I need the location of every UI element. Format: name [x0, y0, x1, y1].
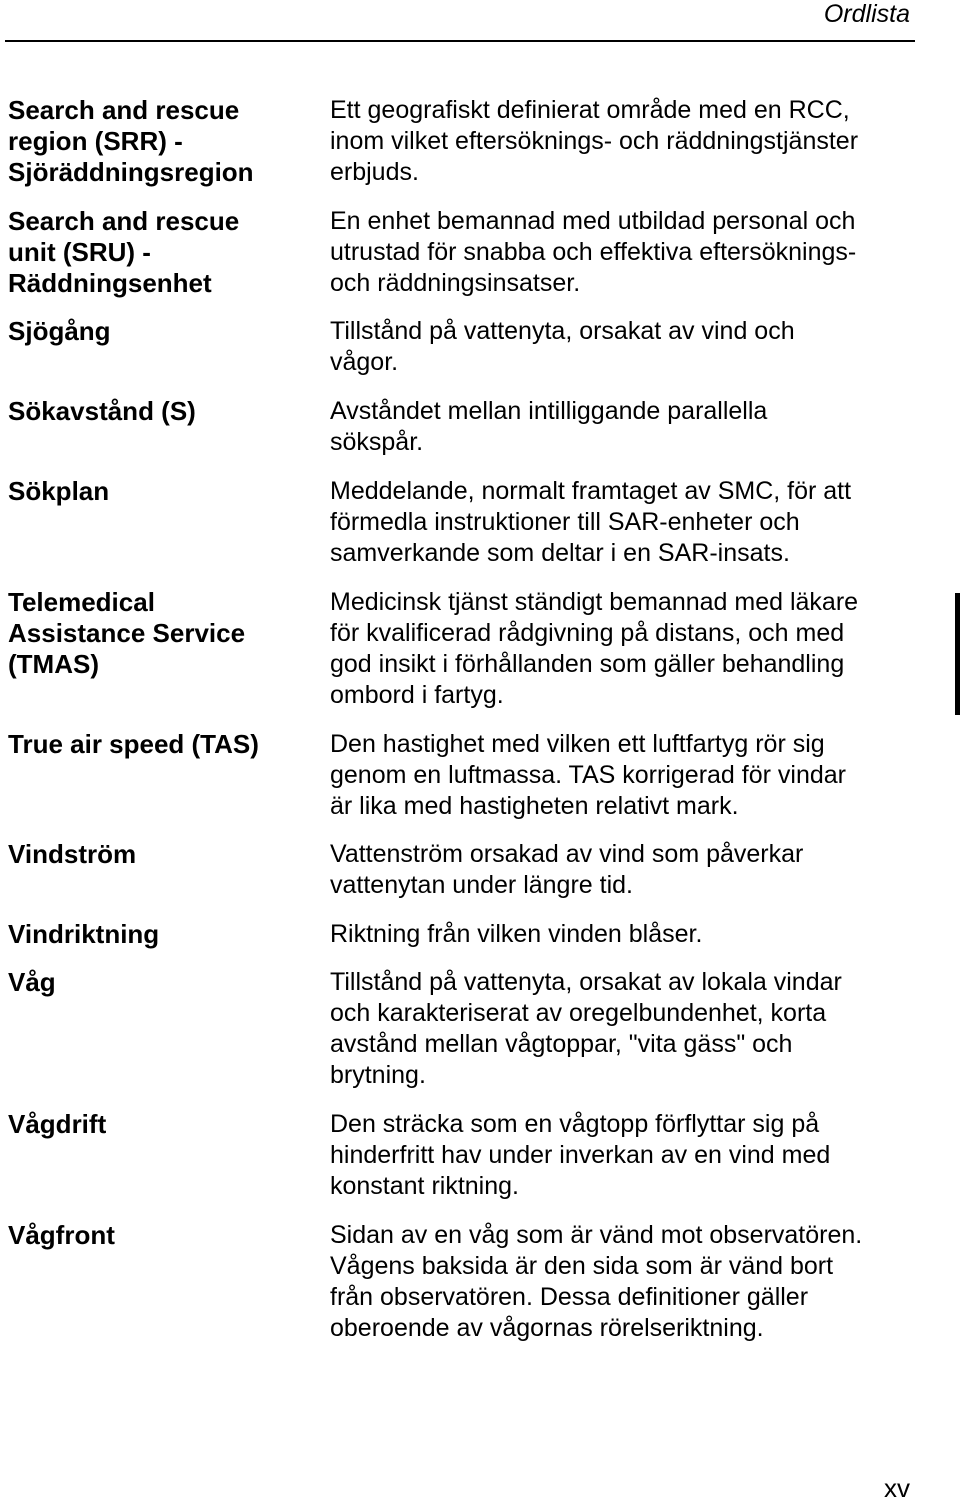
glossary-term: Sökavstånd (S): [8, 396, 196, 426]
glossary-term: Vindriktning: [8, 919, 160, 949]
glossary-term: Vågdrift: [8, 1109, 107, 1139]
glossary-definition: Avståndet mellan intilliggande parallella sökspår.: [330, 397, 768, 456]
glossary-definition: Tillstånd på vattenyta, orsakat av lokala vindar och karakteriserat av oregelbundenhet, korta avstånd mellan vågtoppar, "vita gäss" och brytning.: [330, 968, 842, 1089]
glossary-term: Search and rescue region (SRR) - Sjöräddningsregion: [8, 95, 254, 187]
glossary-definition: Riktning från vilken vinden blåser.: [330, 920, 703, 948]
margin-change-bar: [955, 593, 960, 715]
page-header-title: Ordlista: [823, 0, 910, 28]
glossary-definition: Tillstånd på vattenyta, orsakat av vind och vågor.: [330, 317, 795, 376]
glossary-definition: Meddelande, normalt framtaget av SMC, för att förmedla instruktioner till SAR-enheter och samverkande som deltar i en SAR-insats.: [330, 477, 852, 567]
glossary-term: True air speed (TAS): [8, 729, 259, 759]
page-number: xv: [884, 1473, 910, 1503]
header-divider: [5, 40, 915, 42]
glossary-definition: Sidan av en våg som är vänd mot observatören. Vågens baksida är den sida som är vänd bort från observatören. Dessa definitioner gäller oberoende av vågornas rörelseriktning.: [330, 1221, 863, 1342]
glossary-term: Sökplan: [8, 476, 110, 506]
glossary-term: Telemedical Assistance Service (TMAS): [8, 587, 246, 679]
glossary-definition: Ett geografiskt definierat område med en RCC, inom vilket eftersöknings- och räddningstjänster erbjuds.: [330, 96, 859, 186]
glossary-term: Vågfront: [8, 1220, 115, 1250]
glossary-definition: En enhet bemannad med utbildad personal och utrustad för snabba och effektiva eftersöknings- och räddningsinsatser.: [330, 207, 857, 297]
glossary-definition: Vattenström orsakad av vind som påverkar vattenytan under längre tid.: [330, 840, 804, 899]
glossary-term: Sjögång: [8, 316, 111, 346]
glossary-definition: Den hastighet med vilken ett luftfartyg rör sig genom en luftmassa. TAS korrigerad för vindar är lika med hastigheten relativt mark.: [330, 730, 846, 820]
glossary-term: Våg: [8, 967, 56, 997]
glossary-definition: Den sträcka som en vågtopp förflyttar sig på hinderfritt hav under inverkan av en vind med konstant riktning.: [330, 1110, 831, 1200]
glossary-term: Search and rescue unit (SRU) - Räddningsenhet: [8, 206, 240, 298]
glossary-definition: Medicinsk tjänst ständigt bemannad med läkare för kvalificerad rådgivning på distans, och med god insikt i förhållanden som gäller behandling ombord i fartyg.: [330, 588, 859, 709]
glossary-term: Vindström: [8, 839, 137, 869]
